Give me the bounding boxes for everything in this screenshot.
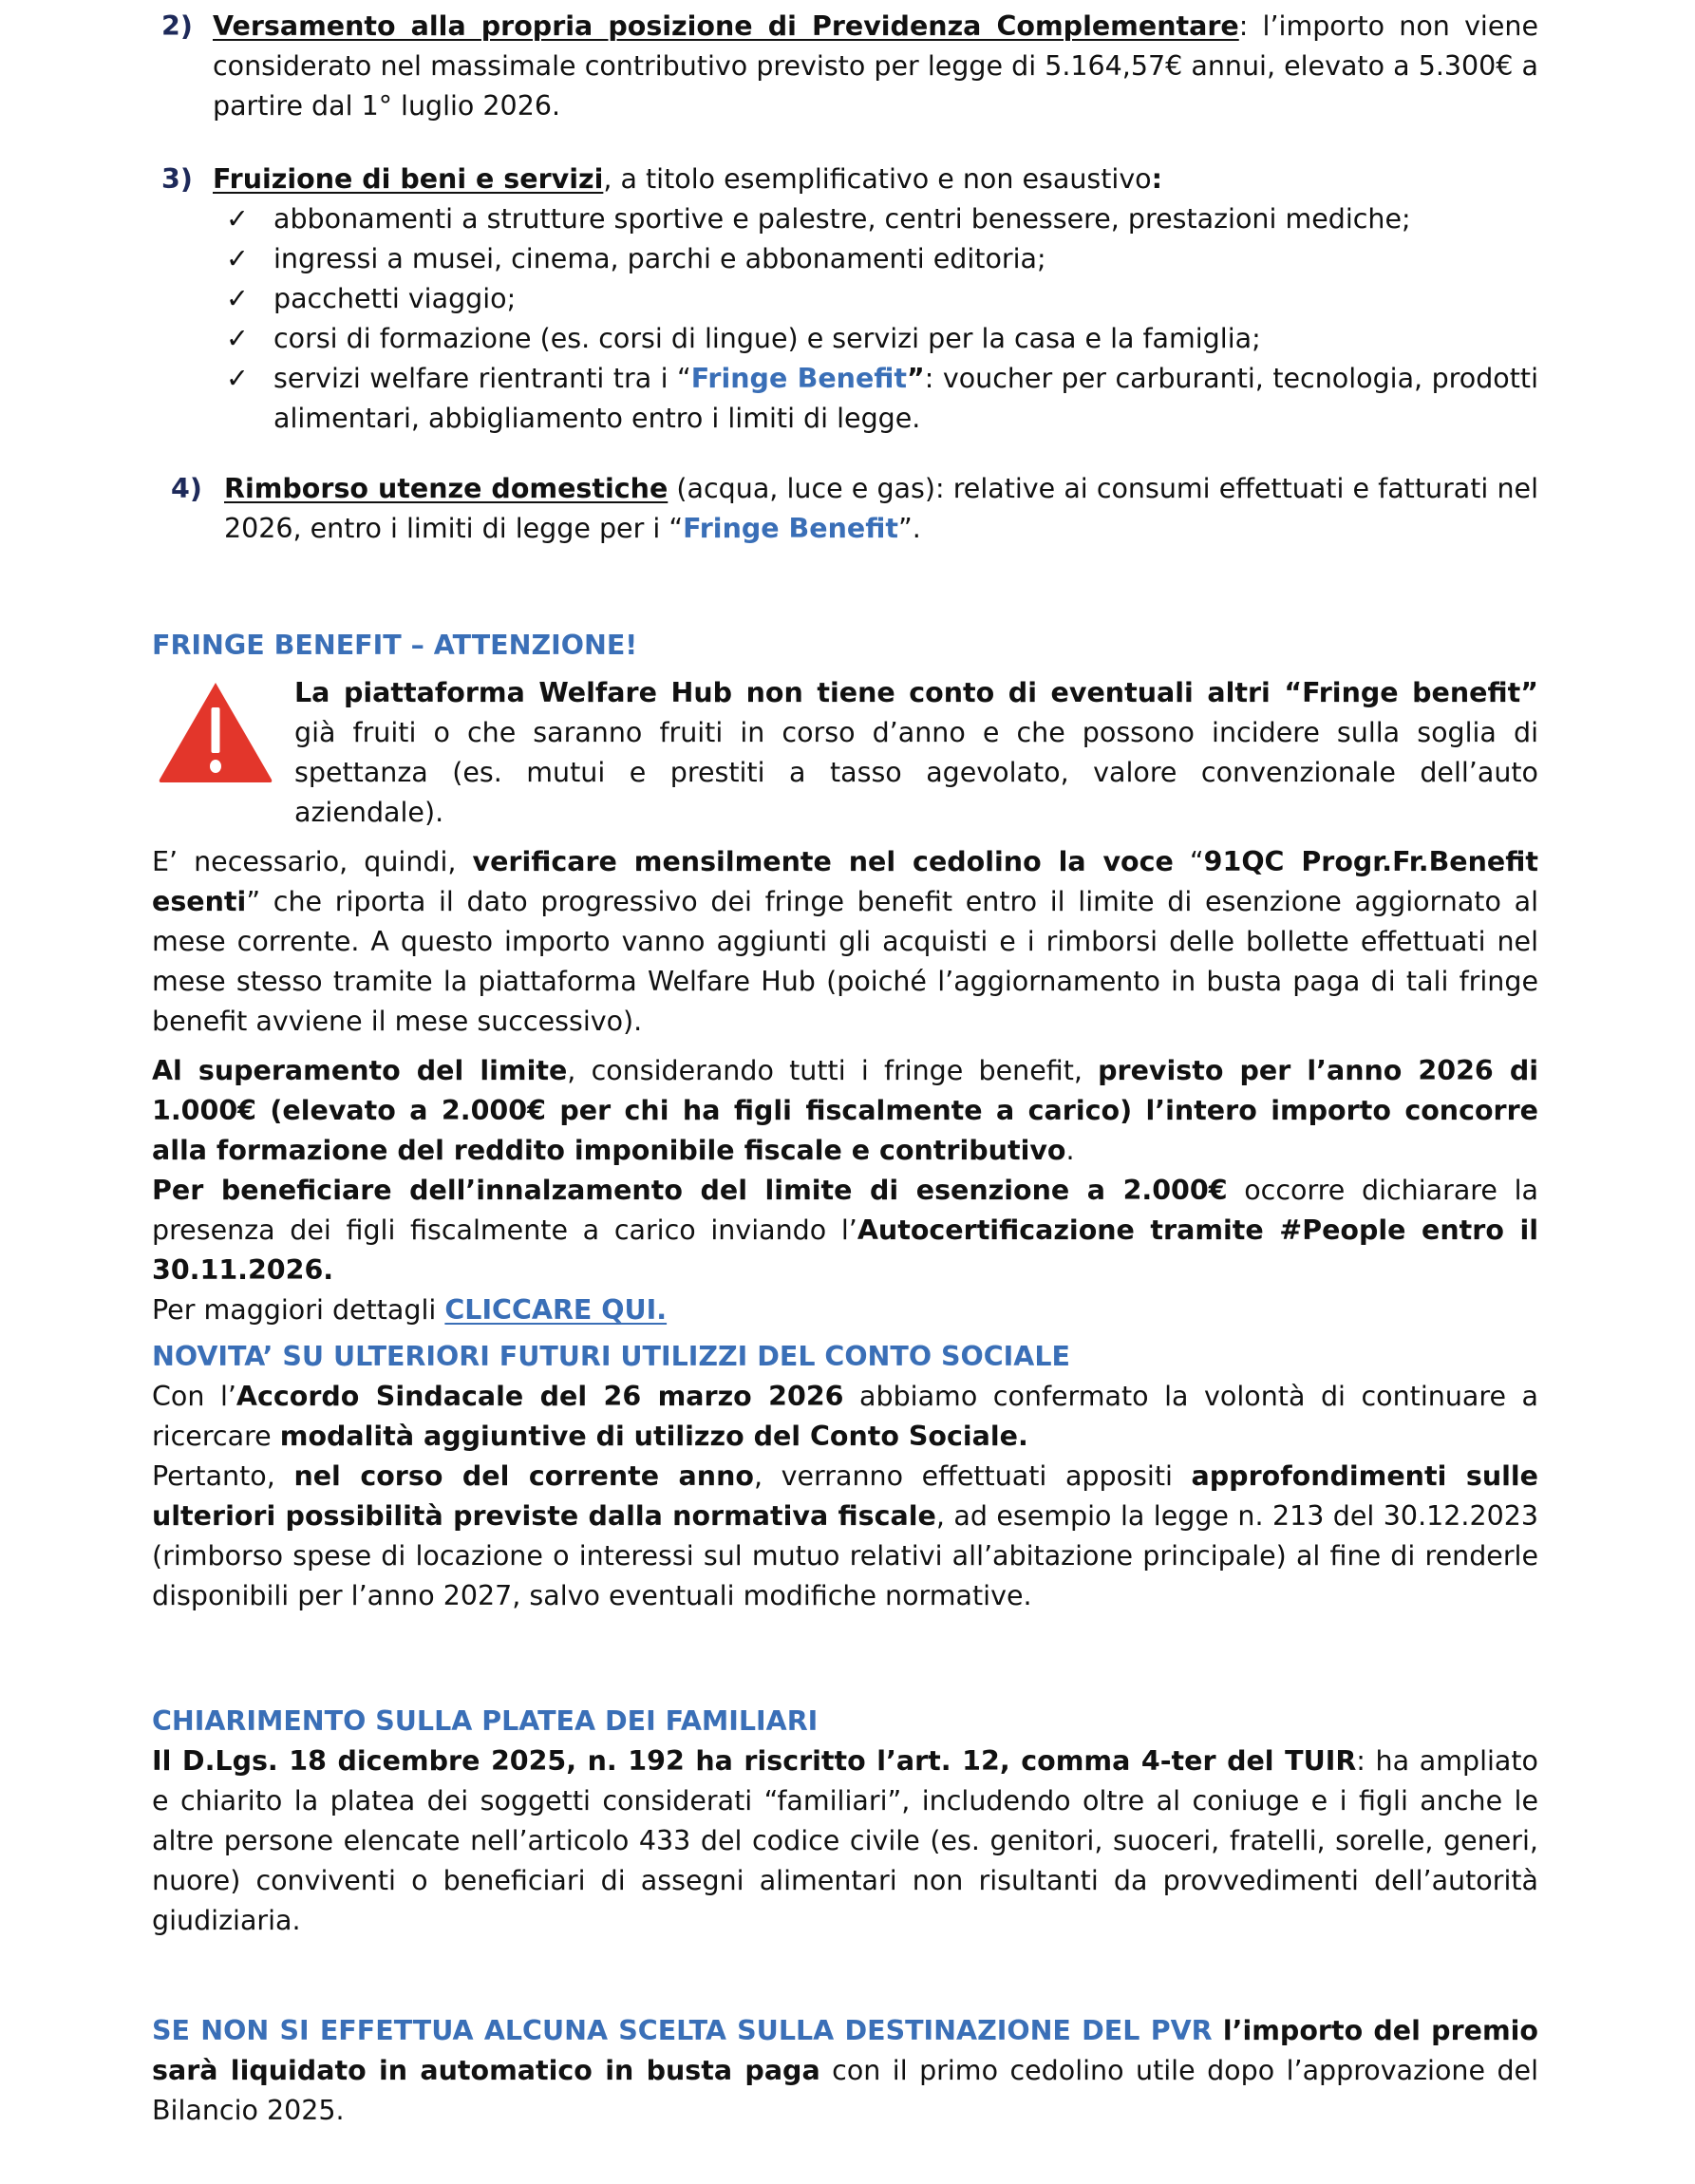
check-icon: ✓ [226,323,249,354]
item-text: : l’importo non viene considerato nel massimale contributivo previsto per legge di 5.164,57€ annui, elevato a 5.300€ a partire dal 1° luglio 2026. [213,10,1538,122]
check-icon: ✓ [226,283,249,314]
check-icon: ✓ [226,243,249,274]
paragraph: Al superamento del limite, considerando tutti i fringe benefit, previsto per l’anno 2026 di 1.000€ (elevato a 2.000€ per chi ha figli fiscalmente a carico) l’intero importo concorre alla formazione del reddito imponibile fiscale e contributivo. [152,1055,1538,1166]
section-heading: NOVITA’ SU ULTERIORI FUTURI UTILIZZI DEL CONTO SOCIALE [152,1341,1070,1372]
paragraph: Per beneficiare dell’innalzamento del limite di esenzione a 2.000€ occorre dichiarare la presenza dei figli fiscalmente a carico inviando l’Autocertificazione tramite #People entro il 30.11.2026. [152,1175,1538,1286]
checklist-item: ✓ pacchetti viaggio; [152,279,1538,319]
checklist-item: ✓ abbonamenti a strutture sportive e palestre, centri benessere, prestazioni mediche; [152,199,1538,239]
pvr-section [152,2011,1538,2131]
paragraph: Per maggiori dettagli CLICCARE QUI. [152,1294,668,1326]
list-item-4: 4) Rimborso utenze domestiche (acqua, luce e gas): relative ai consumi effettuati e fatturati nel 2026, entro i limiti di legge per i “Fringe Benefit”. [152,469,1538,549]
list-item-3: 3) Fruizione di beni e servizi, a titolo esemplificativo e non esaustivo: ✓ abbonamenti a strutture sportive e palestre, centri benessere, prestazioni mediche; ✓ ingressi a musei, cinema, parchi e abbonamenti editoria; ✓ pacchetti viaggio; ✓ corsi di formazione (es. corsi di lingue) e servizi per la casa e la famiglia; ✓ servizi welfare rientranti tra i “Fringe Benefit”: voucher per carburanti, tecnologia, prodotti alimentari, abbigliamento entro i limiti di legge. [152,160,1538,439]
checklist-item: ✓ servizi welfare rientranti tra i “Fringe Benefit”: voucher per carburanti, tecnologia, prodotti alimentari, abbigliamento entro i limiti di legge. [152,359,1538,439]
warning-block [152,673,1538,833]
fringe-benefit-highlight: Fringe Benefit [690,363,908,394]
paragraph: E’ necessario, quindi, verificare mensilmente nel cedolino la voce “91QC Progr.Fr.Benefit esenti” che riporta il dato progressivo dei fringe benefit entro il limite di esenzione aggiornato al mese corrente. A questo importo vanno aggiunti gli acquisti e i rimborsi delle bollette effettuati nel mese stesso tramite la piattaforma Welfare Hub (poiché l’aggiornamento in busta paga di tali fringe benefit avviene il mese successivo). [152,846,1539,1037]
fringe-benefit-highlight: Fringe Benefit [683,513,898,544]
details-link[interactable]: CLICCARE QUI. [444,1294,668,1326]
fringe-benefit-section [152,626,1538,1330]
check-icon: ✓ [226,363,249,394]
warning-bold-text: La piattaforma Welfare Hub non tiene conto di eventuali altri “Fringe benefit” [294,677,1538,708]
item-title: Rimborso utenze domestiche [224,473,669,504]
warning-text: già fruiti o che saranno fruiti in corso d’anno e che possono incidere sulla soglia di spettanza (es. mutui e prestiti a tasso agevolato, valore convenzionale dell’auto aziendale). [294,717,1538,828]
list-number: 3) [161,163,193,195]
conto-sociale-section [152,1337,1538,1616]
list-number: 2) [161,10,193,42]
item-text: , a titolo esemplificativo e non esaustivo [603,163,1152,195]
list-number: 4) [171,473,202,504]
checklist-item: ✓ ingressi a musei, cinema, parchi e abbonamenti editoria; [152,239,1538,279]
item-title: Versamento alla propria posizione di Previdenza Complementare [213,10,1239,42]
paragraph: Il D.Lgs. 18 dicembre 2025, n. 192 ha riscritto l’art. 12, comma 4-ter del TUIR: ha ampliato e chiarito la platea dei soggetti considerati “familiari”, includendo oltre al coniuge e i figli anche le altre persone elencate nell’articolo 433 del codice civile (es. genitori, suoceri, fratelli, sorelle, generi, nuore) conviventi o beneficiari di assegni alimentari non risultanti da provvedimenti dell’autorità giudiziaria. [152,1745,1538,1936]
section-heading: SE NON SI EFFETTUA ALCUNA SCELTA SULLA DESTINAZIONE DEL PVR [152,2015,1213,2046]
list-item-2 [152,7,1538,126]
section-heading: FRINGE BENEFIT – ATTENZIONE! [152,630,638,661]
familiari-section [152,1702,1538,1941]
paragraph: Pertanto, nel corso del corrente anno, verranno effettuati appositi approfondimenti sulle ulteriori possibilità previste dalla normativa fiscale, ad esempio la legge n. 213 del 30.12.2023 (rimborso spese di locazione o interessi sul mutuo relativi all’abitazione principale) al fine di renderle disponibili per l’anno 2027, salvo eventuali modifiche normative. [152,1460,1538,1611]
section-heading: CHIARIMENTO SULLA PLATEA DEI FAMILIARI [152,1705,819,1737]
check-icon: ✓ [226,203,249,235]
checklist [152,199,1538,439]
checklist-item: ✓ corsi di formazione (es. corsi di lingue) e servizi per la casa e la famiglia; [152,319,1538,359]
item-title: Fruizione di beni e servizi [213,163,604,195]
warning-icon [156,679,275,785]
paragraph: Con l’Accordo Sindacale del 26 marzo 2026 abbiamo confermato la volontà di continuare a ricercare modalità aggiuntive di utilizzo del Conto Sociale. [152,1381,1538,1452]
paragraph: SE NON SI EFFETTUA ALCUNA SCELTA SULLA DESTINAZIONE DEL PVR l’importo del premio sarà liquidato in automatico in busta paga con il primo cedolino utile dopo l’approvazione del Bilancio 2025. [152,2015,1538,2126]
